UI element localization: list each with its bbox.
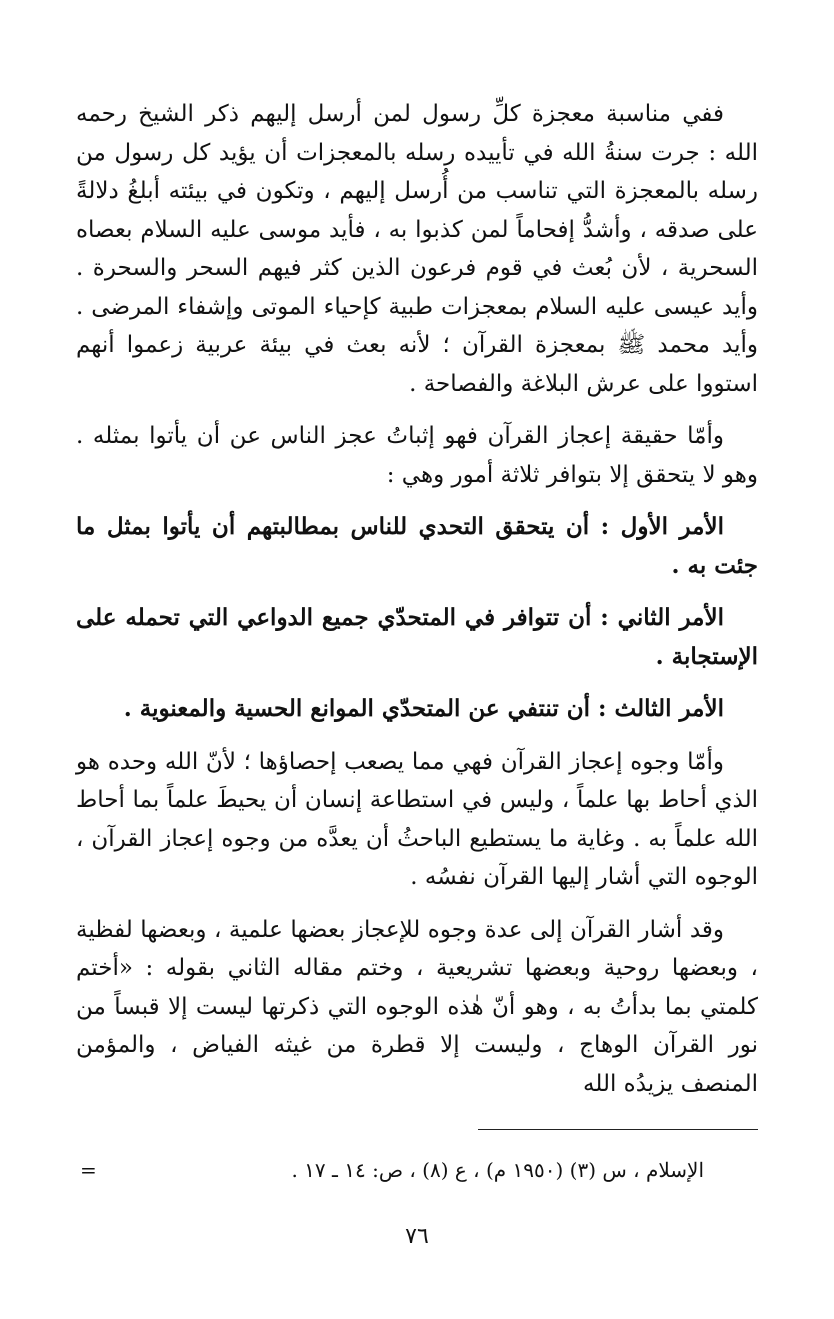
paragraph-second-condition: الأمر الثاني : أن تتوافر في المتحدّي جميع الدواعي التي تحمله على الإستجابة . xyxy=(76,604,758,670)
paragraph-definition-of-ijaz: وأمّا حقيقة إعجاز القرآن فهو إثباتُ عجز الناس عن أن يأتوا بمثله . وهو لا يتحقق إلا بتوافر ثلاثة أمور وهي : xyxy=(76,423,758,488)
page-body xyxy=(76,95,758,1103)
paragraph-first-condition: الأمر الأول : أن يتحقق التحدي للناس بمطالبتهم أن يأتوا بمثل ما جئت به . xyxy=(76,513,758,579)
paragraph-mission-miracles: ففي مناسبة معجزة كلِّ رسول لمن أرسل إليهم ذكر الشيخ رحمه الله : جرت سنةُ الله في تأييده رسله بالمعجزات أن يؤيد كل رسول من رسله بالمعجزة التي تناسب من أُرسل إليهم ، وتكون في بيئته أبلغُ دلالةً على صدقه ، وأشدُّ إفحاماً لمن كذبوا به ، فأيد موسى عليه السلام بعصاه السحرية ، لأن بُعث في قوم فرعون الذين كثر فيهم السحر والسحرة . وأيد عيسى عليه السلام بمعجزات طبية كإحياء الموتى وإشفاء المرضى . وأيد محمد ﷺ بمعجزة القرآن ؛ لأنه بعث في بيئة عربية زعموا أنهم استووا على عرش البلاغة والفصاحة . xyxy=(76,101,758,397)
paragraph-quran-indications: وقد أشار القرآن إلى عدة وجوه للإعجاز بعضها علمية ، وبعضها لفظية ، وبعضها روحية وبعضها تشريعية ، وختم مقاله الثاني بقوله : «أختم كلمتي بما بدأتُ به ، وهو أنّ هٰذه الوجوه التي ذكرتها ليست إلا قبساً من نور القرآن الوهاج ، وليست إلا قطرة من غيثه الفياض ، والمؤمن المنصف يزيدُه الله xyxy=(76,916,758,1097)
paragraph-third-condition: الأمر الثالث : أن تنتفي عن المتحدّي الموانع الحسية والمعنوية . xyxy=(123,695,724,722)
footnote-citation: الإسلام ، س (٣) (١٩٥٠ م) ، ع (٨) ، ص: ١٤ ـ ١٧ . xyxy=(291,1158,704,1182)
footnote xyxy=(76,1155,758,1185)
footnote-divider xyxy=(478,1129,758,1130)
footnote-continuation-mark: = xyxy=(80,1158,97,1182)
paragraph-aspects-of-ijaz: وأمّا وجوه إعجاز القرآن فهي مما يصعب إحصاؤها ؛ لأنّ الله وحده هو الذي أحاط بها علماً ، وليس في استطاعة إنسان أن يحيطَ علماً بما أحاط الله علماً به . وغاية ما يستطيع الباحثُ أن يعدَّه من وجوه إعجاز القرآن ، الوجوه التي أشار إليها القرآن نفسُه . xyxy=(76,748,758,890)
page-number: ٧٦ xyxy=(405,1224,429,1249)
